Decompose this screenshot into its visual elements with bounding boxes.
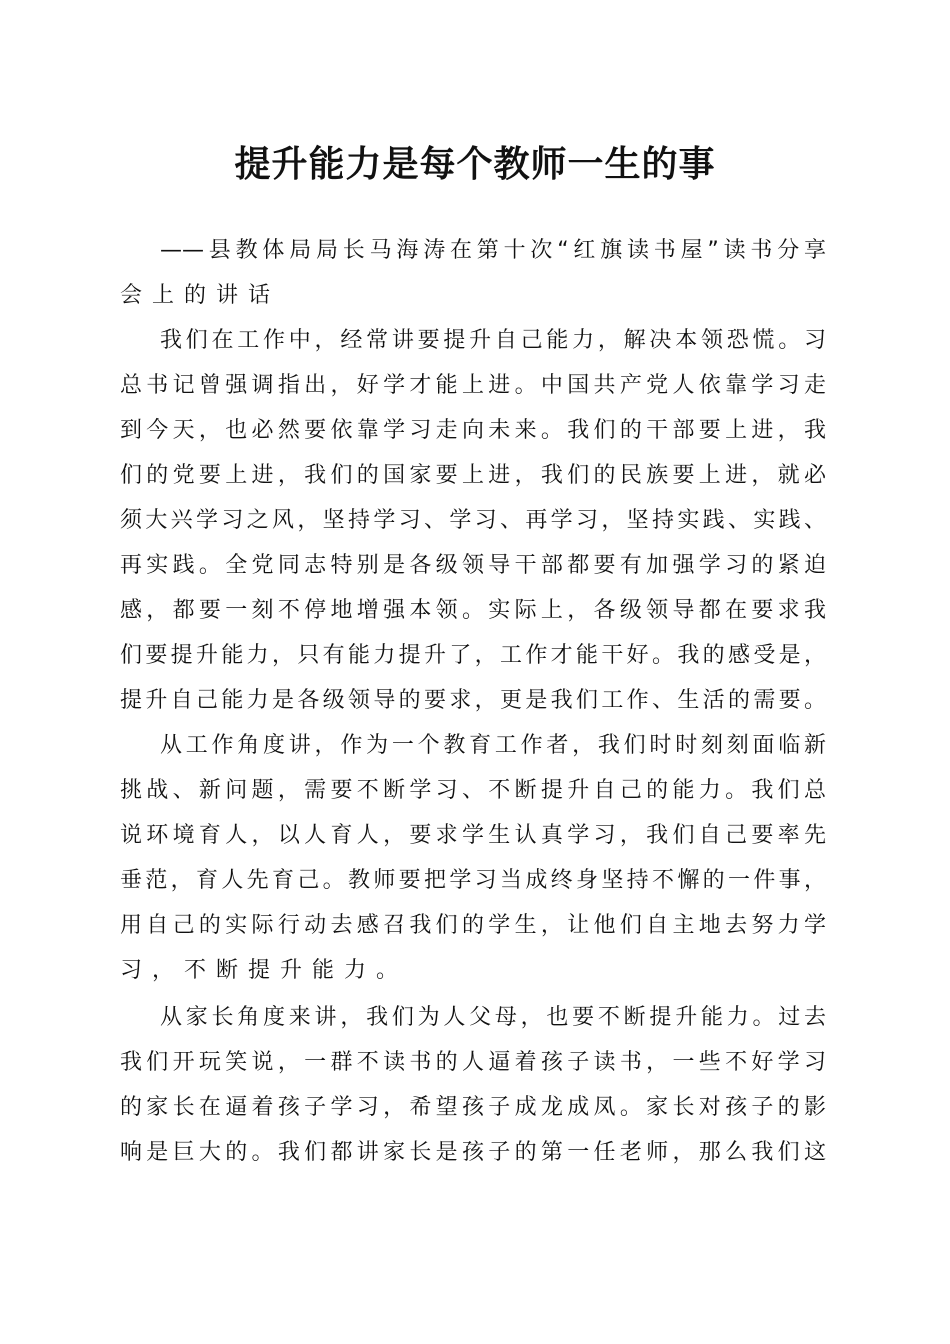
text-line: 提升自己能力是各级领导的要求，更是我们工作、生活的需要。 <box>120 688 826 713</box>
text-line: 再实践。全党同志特别是各级领导干部都要有加强学习的紧迫 <box>120 553 826 578</box>
text-line: 我们在工作中，经常讲要提升自己能力，解决本领恐慌。习 <box>160 328 826 353</box>
subtitle-line: 会上的讲话 <box>120 283 281 308</box>
text-line: 习，不断提升能力。 <box>120 958 409 983</box>
text-line: 到今天，也必然要依靠学习走向未来。我们的干部要上进，我 <box>120 418 826 443</box>
text-line: 须大兴学习之风，坚持学习、学习、再学习，坚持实践、实践、 <box>120 508 826 533</box>
paragraph <box>120 723 826 993</box>
text-line: 的家长在逼着孩子学习，希望孩子成龙成凤。家长对孩子的影 <box>120 1095 826 1120</box>
text-line: 总书记曾强调指出，好学才能上进。中国共产党人依靠学习走 <box>120 373 826 398</box>
subtitle-line: ——县教体局局长马海涛在第十次“红旗读书屋”读书分享 <box>160 238 826 263</box>
paragraph <box>120 318 826 723</box>
text-line: 感，都要一刻不停地增强本领。实际上，各级领导都在要求我 <box>120 598 826 623</box>
text-line: 垂范，育人先育己。教师要把学习当成终身坚持不懈的一件事， <box>120 868 826 893</box>
text-line: 说环境育人，以人育人，要求学生认真学习，我们自己要率先 <box>120 823 826 848</box>
document-title: 提升能力是每个教师一生的事 <box>234 143 716 185</box>
document-body <box>120 228 826 1175</box>
text-line: 从工作角度讲，作为一个教育工作者，我们时时刻刻面临新 <box>160 733 826 758</box>
text-line: 用自己的实际行动去感召我们的学生，让他们自主地去努力学 <box>120 913 826 938</box>
text-line: 们要提升能力，只有能力提升了，工作才能干好。我的感受是， <box>120 643 826 668</box>
text-line: 们的党要上进，我们的国家要上进，我们的民族要上进，就必 <box>120 463 826 488</box>
text-line: 我们开玩笑说，一群不读书的人逼着孩子读书，一些不好学习 <box>120 1050 826 1075</box>
text-line: 从家长角度来讲，我们为人父母，也要不断提升能力。过去 <box>160 1005 826 1030</box>
text-line: 挑战、新问题，需要不断学习、不断提升自己的能力。我们总 <box>120 778 826 803</box>
paragraph <box>120 995 826 1175</box>
text-line: 响是巨大的。我们都讲家长是孩子的第一任老师，那么我们这 <box>120 1140 826 1165</box>
